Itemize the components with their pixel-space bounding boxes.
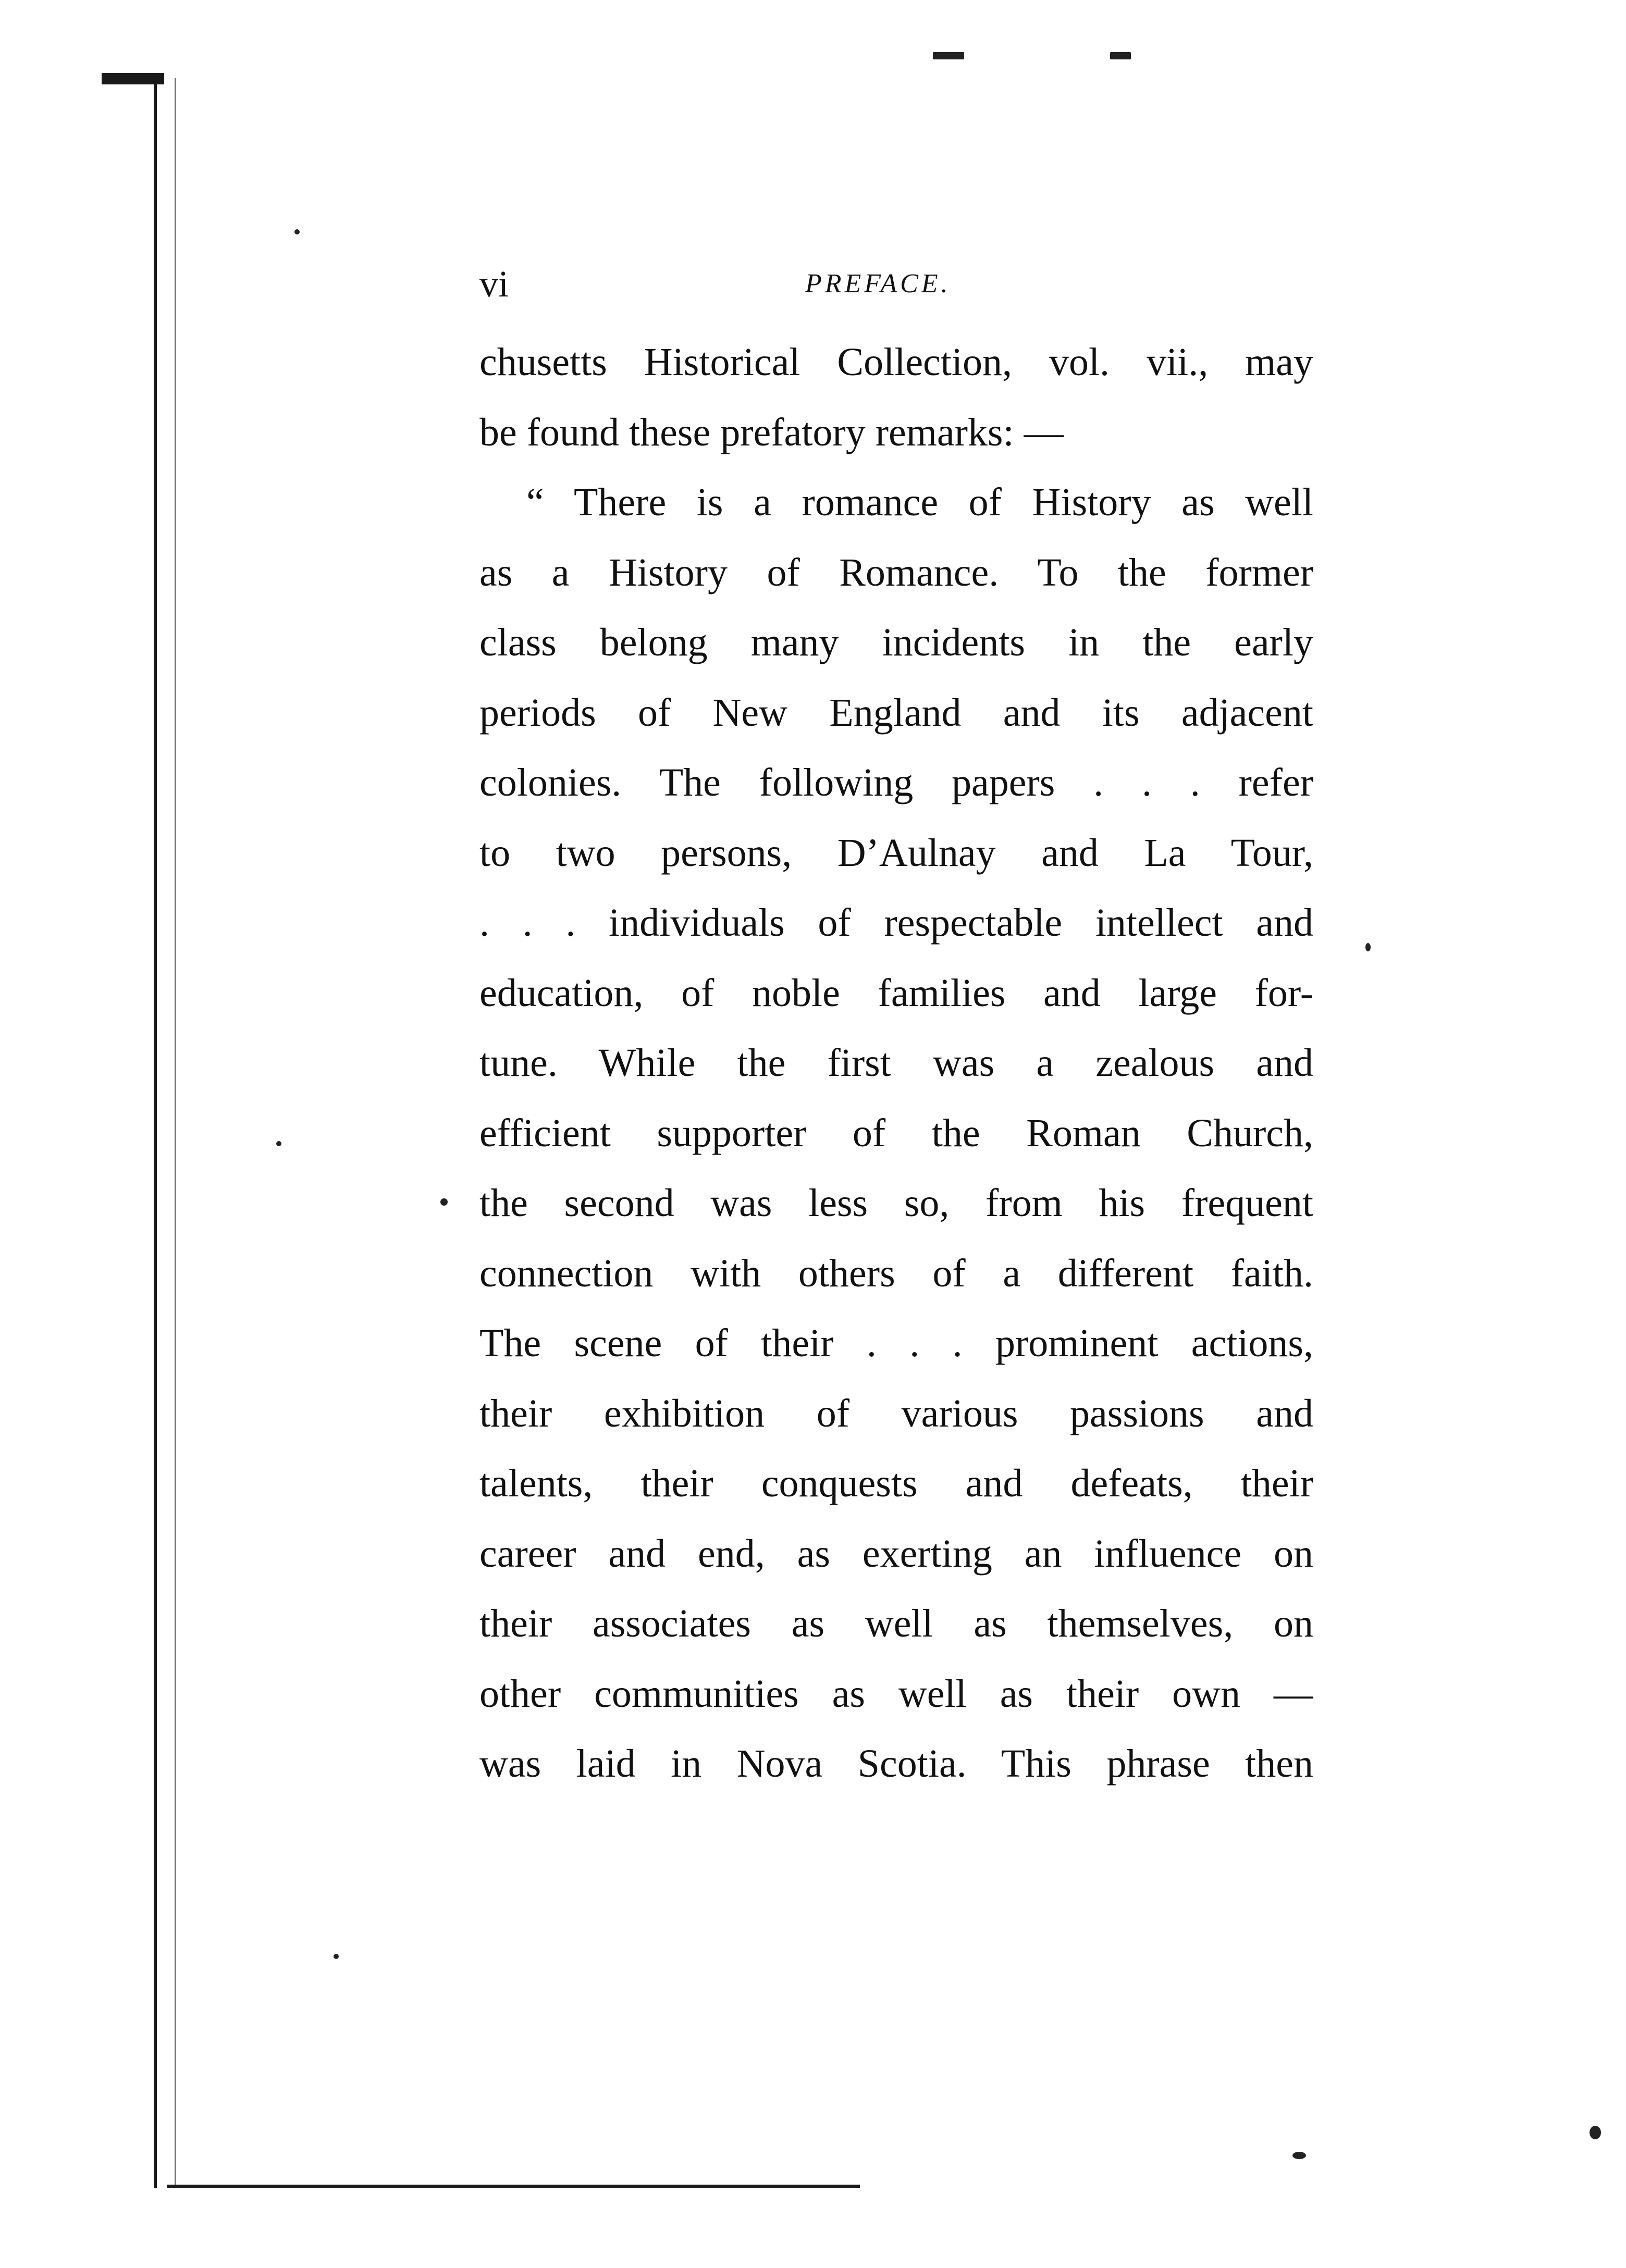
scan-speck [334,1954,339,1959]
binding-inner-line [175,78,176,2188]
text-line: The scene of their . . . prominent actions, [479,1321,1313,1365]
scan-speck [1110,52,1131,59]
text-line: their associates as well as themselves, on [479,1602,1313,1645]
text-line: their exhibition of various passions and [479,1391,1313,1435]
scan-speck [933,52,964,59]
text-line: . . . individuals of respectable intellect and [479,901,1313,945]
scan-speck [440,1198,448,1206]
text-line: be found these prefatory remarks: — [479,410,1064,454]
scan-speck [1292,2152,1306,2159]
scan-speck [1365,943,1371,951]
text-line: other communities as well as their own — [479,1671,1313,1716]
text-line: “ There is a romance of History as well [526,480,1313,524]
bottom-edge-line [167,2185,860,2188]
text-line: class belong many incidents in the early [479,621,1313,664]
text-line: education, of noble families and large for- [479,971,1313,1015]
scan-speck [294,229,300,234]
text-line: efficient supporter of the Roman Church, [479,1111,1313,1155]
text-line: periods of New England and its adjacent [479,690,1313,735]
text-line: to two persons, D’Aulnay and La Tour, [479,831,1313,875]
text-line: chusetts Historical Collection, vol. vii., may [479,340,1313,384]
running-head: PREFACE. [805,269,951,299]
text-line: connection with others of a different faith. [479,1251,1313,1295]
page-number: vi [479,263,509,305]
text-line: career and end, as exerting an influence on [479,1531,1313,1576]
text-line: the second was less so, from his frequent [479,1181,1313,1225]
text-line: was laid in Nova Scotia. This phrase then [479,1742,1313,1786]
text-line: colonies. The following papers . . . refer [479,761,1313,804]
body-text [479,327,1313,1799]
text-line: talents, their conquests and defeats, their [479,1461,1313,1505]
text-line: as a History of Romance. To the former [479,550,1313,594]
scan-speck [1590,2126,1601,2139]
page-header [479,261,1313,307]
binding-edge-line [154,73,157,2188]
scan-speck [276,1141,281,1146]
text-line: tune. While the first was a zealous and [479,1041,1313,1085]
